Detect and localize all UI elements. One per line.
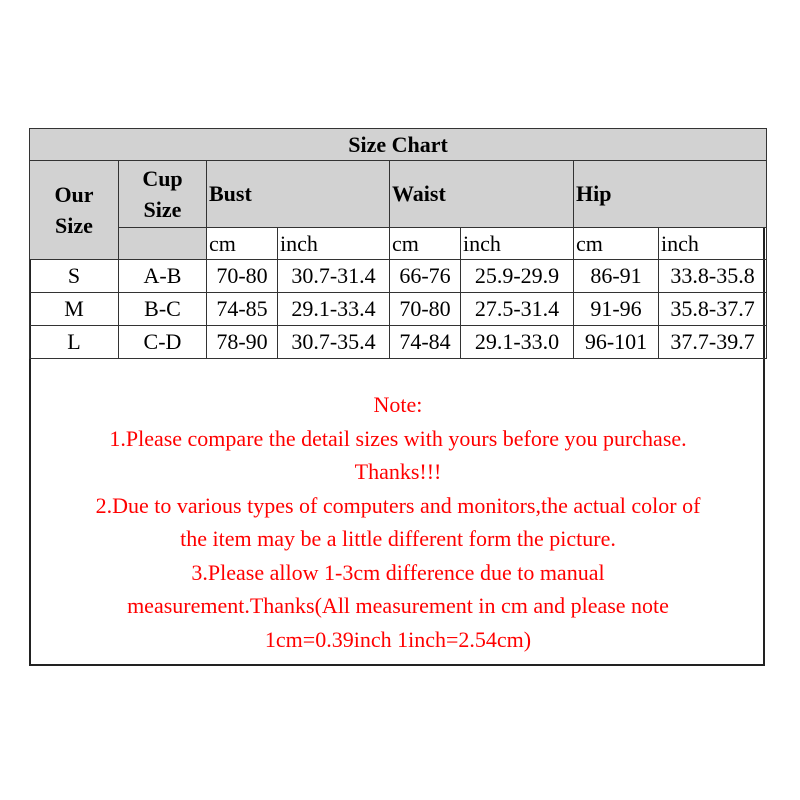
hip-header: Hip xyxy=(574,161,767,228)
table-row xyxy=(30,326,767,359)
cup-cell: C-D xyxy=(119,326,207,359)
title-row xyxy=(30,129,767,161)
waist-cm-cell: 74-84 xyxy=(390,326,461,359)
hip-inch-cell: 37.7-39.7 xyxy=(659,326,767,359)
waist-inch-cell: 27.5-31.4 xyxy=(461,293,574,326)
table-row xyxy=(30,260,767,293)
bust-inch-cell: 30.7-35.4 xyxy=(278,326,390,359)
waist-cm-cell: 70-80 xyxy=(390,293,461,326)
chart-title: Size Chart xyxy=(30,129,767,161)
note-line: 1cm=0.39inch 1inch=2.54cm) xyxy=(264,626,532,652)
unit-waist-cm: cm xyxy=(390,228,461,260)
unit-waist-inch: inch xyxy=(461,228,574,260)
cup-size-unit-blank xyxy=(119,228,207,260)
group-header-row xyxy=(30,161,767,228)
waist-header: Waist xyxy=(390,161,574,228)
note-line: measurement.Thanks(All measurement in cm and please note xyxy=(127,593,669,618)
bust-inch-cell: 29.1-33.4 xyxy=(278,293,390,326)
note-line: 1.Please compare the detail sizes with yours before you purchase. xyxy=(109,425,687,451)
unit-hip-inch: inch xyxy=(659,228,767,260)
cup-cell: B-C xyxy=(119,293,207,326)
hip-inch-cell: 33.8-35.8 xyxy=(659,260,767,293)
cup-cell: A-B xyxy=(119,260,207,293)
notes-block xyxy=(31,388,765,656)
bust-inch-cell: 30.7-31.4 xyxy=(278,260,390,293)
unit-bust-cm: cm xyxy=(207,228,278,260)
hip-inch-cell: 35.8-37.7 xyxy=(659,293,767,326)
size-cell: L xyxy=(30,326,119,359)
unit-hip-cm: cm xyxy=(574,228,659,260)
our-size-header-line1: Our xyxy=(54,181,94,207)
size-cell: M xyxy=(30,293,119,326)
note-line: Thanks!!! xyxy=(354,459,442,484)
bust-cm-cell: 78-90 xyxy=(207,326,278,359)
size-chart-table xyxy=(29,128,767,359)
unit-bust-inch: inch xyxy=(278,228,390,260)
hip-cm-cell: 91-96 xyxy=(574,293,659,326)
note-line: 3.Please allow 1-3cm difference due to manual xyxy=(191,559,605,585)
size-cell: S xyxy=(30,260,119,293)
bust-header: Bust xyxy=(207,161,390,228)
bust-cm-cell: 74-85 xyxy=(207,293,278,326)
hip-cm-cell: 96-101 xyxy=(574,326,659,359)
waist-cm-cell: 66-76 xyxy=(390,260,461,293)
table-row xyxy=(30,293,767,326)
note-heading: Note: xyxy=(373,392,423,417)
our-size-header-line2: Size xyxy=(55,213,93,238)
cup-size-header xyxy=(119,161,207,228)
cup-size-header-line2: Size xyxy=(143,197,182,222)
note-line: 2.Due to various types of computers and monitors,the actual color of xyxy=(95,492,701,518)
our-size-header xyxy=(30,161,119,260)
cup-size-header-line1: Cup xyxy=(142,165,183,191)
note-line: the item may be a little different form the picture. xyxy=(180,526,616,551)
waist-inch-cell: 25.9-29.9 xyxy=(461,260,574,293)
unit-header-row xyxy=(30,228,767,260)
waist-inch-cell: 29.1-33.0 xyxy=(461,326,574,359)
hip-cm-cell: 86-91 xyxy=(574,260,659,293)
bust-cm-cell: 70-80 xyxy=(207,260,278,293)
